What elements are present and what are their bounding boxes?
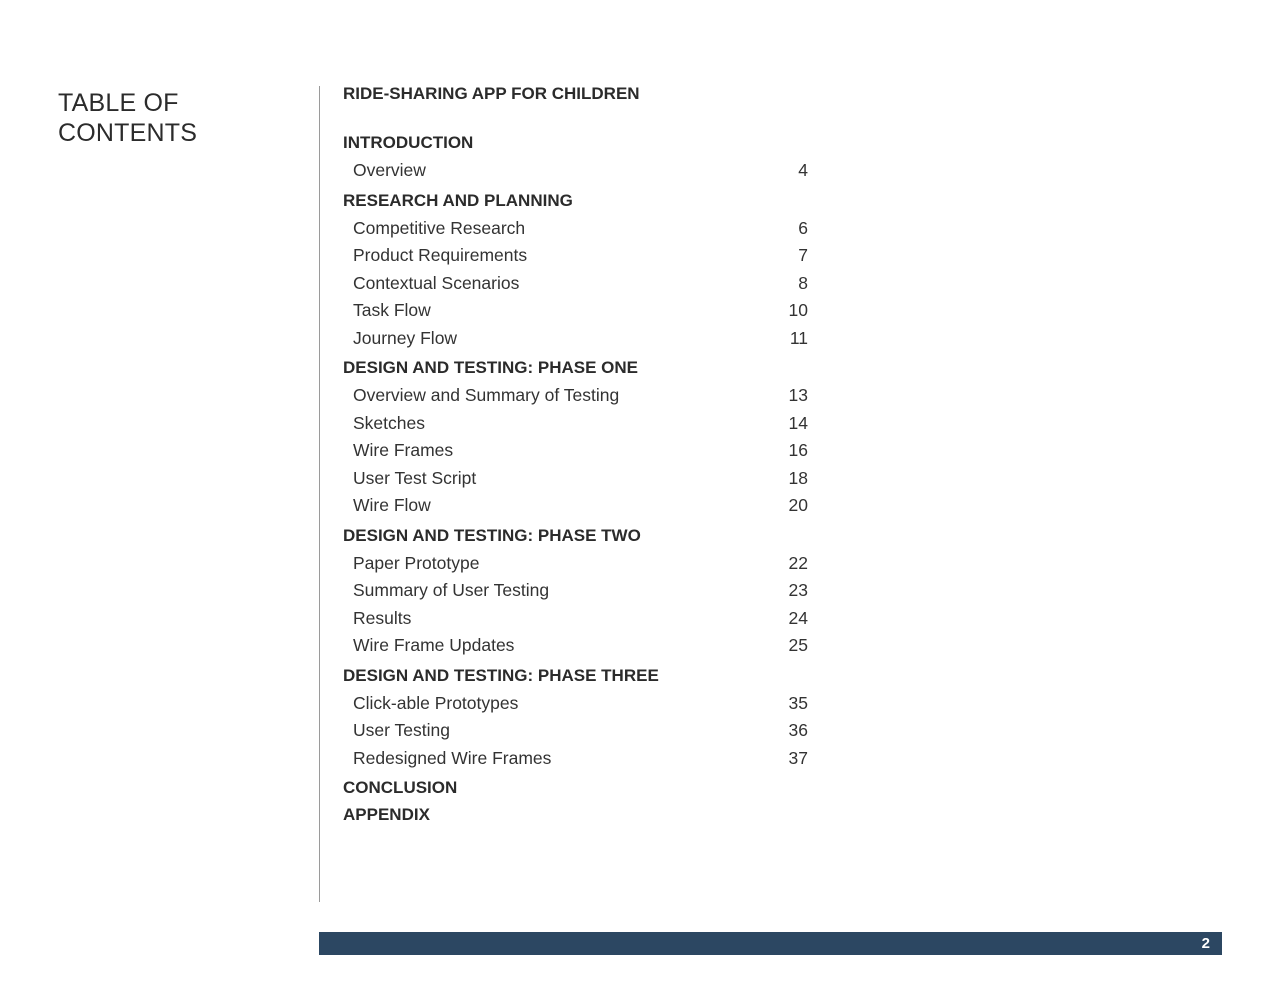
toc-entry-page-number: 4 [798,160,808,180]
toc-entry[interactable] [343,215,813,243]
toc-section-heading[interactable]: APPENDIX [343,805,430,824]
toc-entry[interactable] [343,632,813,660]
toc-entry-label: Wire Flow [353,495,431,515]
toc-section [343,777,813,799]
vertical-divider [319,86,320,902]
toc-entry-label: Redesigned Wire Frames [353,747,552,768]
toc-entry-label: Summary of User Testing [353,580,550,600]
toc-section-heading[interactable]: INTRODUCTION [343,133,474,152]
toc-entry-label: Paper Prototype [353,552,480,573]
toc-side-title: TABLE OF CONTENTS [58,89,198,147]
toc-entry-page-number: 7 [798,245,808,265]
toc-entry[interactable] [343,577,813,605]
footer-bar [319,932,1222,955]
toc-entry[interactable] [343,242,813,270]
toc-entry[interactable] [343,157,813,185]
toc-entry-page-number: 22 [788,552,808,573]
toc-section [343,804,813,826]
toc-entry-label: Product Requirements [353,245,528,265]
toc-entry-page-number: 23 [788,580,808,600]
toc-entry-page-number: 13 [788,385,808,405]
toc-section [343,665,813,773]
toc-entry[interactable] [343,410,813,438]
document-title: RIDE-SHARING APP FOR CHILDREN [343,84,640,103]
toc-section-heading[interactable]: DESIGN AND TESTING: PHASE THREE [343,665,659,685]
toc-section [343,190,813,353]
toc-entry-label: Sketches [353,412,425,433]
toc-entry-page-number: 14 [788,412,808,433]
toc-section-heading[interactable]: DESIGN AND TESTING: PHASE ONE [343,358,639,377]
toc-section [343,132,813,185]
toc-entry-label: Task Flow [353,300,431,320]
toc-entry[interactable] [343,270,813,298]
page-number: 2 [1201,935,1210,952]
toc-entry-page-number: 11 [789,327,808,348]
toc-entry[interactable] [343,550,813,578]
toc-entry[interactable] [343,605,813,633]
toc-entry-label: Wire Frame Updates [353,635,515,655]
toc-entry-page-number: 8 [798,272,808,293]
toc-entry-page-number: 36 [788,720,808,740]
toc-entry[interactable] [343,382,813,410]
toc-entry-page-number: 18 [788,467,808,488]
toc-entry-page-number: 6 [798,217,808,238]
toc-entry-label: Contextual Scenarios [353,272,520,293]
toc-entry[interactable] [343,437,813,465]
toc-entry-label: Results [353,607,412,628]
toc-entry[interactable] [343,492,813,520]
toc-entry-label: Competitive Research [353,217,526,238]
toc-entry-page-number: 24 [788,607,808,628]
toc-entry[interactable] [343,745,813,773]
toc-entry-label: Click-able Prototypes [353,692,519,713]
toc-entry-label: Journey Flow [353,327,458,348]
toc-entry-page-number: 25 [788,635,808,655]
toc-section [343,525,813,660]
toc-entry-page-number: 10 [788,300,808,320]
toc-entry[interactable] [343,717,813,745]
toc-section-heading[interactable]: DESIGN AND TESTING: PHASE TWO [343,525,641,545]
toc-entry-page-number: 37 [788,747,808,768]
toc-entry-page-number: 16 [788,440,808,460]
toc-entry-page-number: 35 [788,692,808,713]
toc-entry-label: User Test Script [353,467,477,488]
toc-entry[interactable] [343,297,813,325]
toc-section [343,357,813,520]
toc-entry-label: Wire Frames [353,440,454,460]
table-of-contents [343,132,813,831]
toc-entry-page-number: 20 [788,495,808,515]
toc-entry[interactable] [343,690,813,718]
toc-section-heading[interactable]: RESEARCH AND PLANNING [343,190,573,210]
toc-entry-label: Overview [353,160,426,180]
toc-entry[interactable] [343,465,813,493]
toc-entry-label: User Testing [353,720,450,740]
toc-entry-label: Overview and Summary of Testing [353,385,620,405]
toc-section-heading[interactable]: CONCLUSION [343,778,458,797]
toc-entry[interactable] [343,325,813,353]
